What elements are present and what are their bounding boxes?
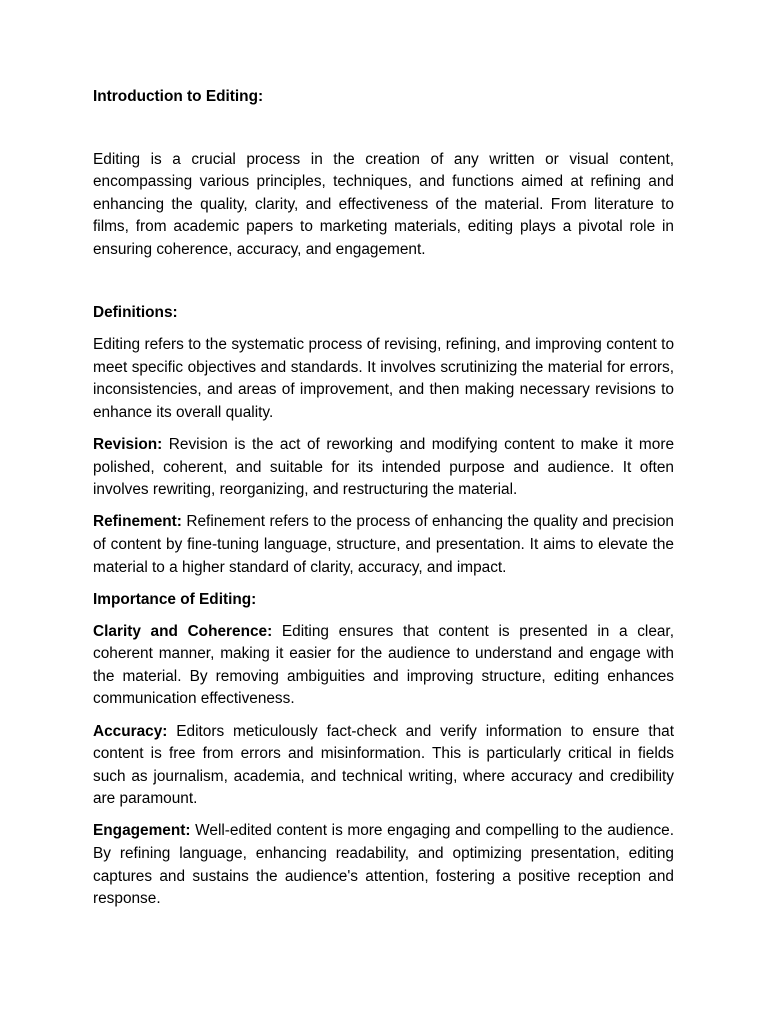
revision-text: Revision is the act of reworking and modifying content to make it more polished, coherent, and suitable for its intended purpose and audience. It often involves rewriting, reorganizing, and restructuring the material. <box>93 436 674 499</box>
clarity-text: Editing ensures that content is presented in a clear, coherent manner, making it easier for the audience to understand and engage with the material. By removing ambiguities and improving structure, editing enhances communication effectiveness. <box>93 622 674 708</box>
engagement-paragraph <box>93 820 674 910</box>
clarity-term: Clarity and Coherence: <box>93 622 273 640</box>
clarity-paragraph <box>93 621 674 711</box>
accuracy-paragraph <box>93 721 674 811</box>
refinement-text: Refinement refers to the process of enhancing the quality and precision of content by fine-tuning language, structure, and presentation. It aims to elevate the material to a higher standard of clarity, accuracy, and impact. <box>93 513 674 576</box>
engagement-text: Well-edited content is more engaging and compelling to the audience. By refining language, enhancing readability, and optimizing presentation, editing captures and sustains the audience's attention, fostering a positive reception and response. <box>93 822 674 908</box>
document-page <box>93 86 674 920</box>
definitions-paragraph: Editing refers to the systematic process of revising, refining, and improving content to meet specific objectives and standards. It involves scrutinizing the material for errors, inconsistencies, and areas of improvement, and then making necessary revisions to enhance its overall quality. <box>93 336 674 421</box>
revision-term: Revision: <box>93 436 163 454</box>
definitions-heading: Definitions: <box>93 303 178 321</box>
engagement-term: Engagement: <box>93 822 191 840</box>
intro-paragraph: Editing is a crucial process in the creation of any written or visual content, encompassing various principles, techniques, and functions aimed at refining and enhancing the quality, clarity, and effectiveness of the material. From literature to films, from academic papers to marketing materials, editing plays a pivotal role in ensuring coherence, accuracy, and engagement. <box>93 150 674 258</box>
accuracy-term: Accuracy: <box>93 722 168 740</box>
importance-heading: Importance of Editing: <box>93 590 257 608</box>
refinement-term: Refinement: <box>93 513 182 531</box>
revision-paragraph <box>93 434 674 502</box>
intro-heading: Introduction to Editing: <box>93 88 264 105</box>
refinement-paragraph <box>93 511 674 579</box>
accuracy-text: Editors meticulously fact-check and verify information to ensure that content is free from errors and misinformation. This is particularly critical in fields such as journalism, academia, and technical writing, where accuracy and credibility are paramount. <box>93 722 674 808</box>
